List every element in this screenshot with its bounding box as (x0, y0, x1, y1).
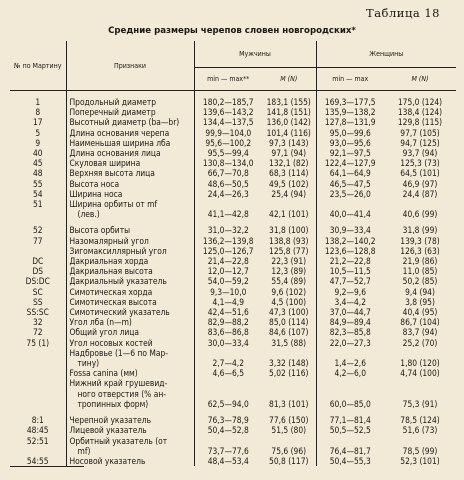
feature-line: Назомалярный угол (69, 235, 149, 246)
feature-name (66, 436, 194, 456)
male-mean: 51,5 (80) (271, 425, 307, 436)
female-mean: 25,2 (70) (402, 337, 438, 348)
male-range: 66,7—70,8 (194, 168, 262, 178)
feature-line: тропинных форм) (77, 398, 149, 409)
female-range: 22,0—27,3 (316, 338, 384, 348)
male-range: 48,4—53,4 (194, 456, 262, 466)
female-mean: 83,7 (94) (402, 327, 438, 338)
female-range: 92,1—97,5 (316, 148, 384, 158)
feature-name (66, 456, 194, 466)
feature-line: Поперечный диаметр (69, 107, 156, 118)
feature-line: Носовой указатель (69, 455, 146, 466)
feature-name (66, 297, 194, 307)
skull-measurements-table (10, 41, 456, 466)
martin-number: SC (32, 286, 43, 297)
feature-name (66, 327, 194, 337)
female-range: 135,9—138,2 (316, 107, 384, 117)
male-range: 21,4—22,8 (194, 256, 262, 266)
table-row (10, 425, 456, 435)
female-mean: 40,6 (99) (402, 209, 438, 220)
feature-name (66, 148, 194, 158)
male-range: 9,3—10,0 (194, 287, 262, 297)
table-row (10, 307, 456, 317)
male-mean: 132,1 (82) (269, 158, 309, 169)
feature-line: Черепной указатель (69, 415, 152, 426)
table-row (10, 266, 456, 276)
feature-line: Орбитный указатель (от (69, 435, 168, 446)
female-range: 95,0—99,6 (316, 128, 384, 138)
table-row (10, 327, 456, 337)
feature-line: Угол лба (n—m) (69, 317, 132, 328)
female-mean: 64,5 (101) (400, 168, 440, 179)
feature-line: Угол носовых костей (69, 337, 153, 348)
feature-line: Дакриальный указатель (69, 276, 167, 287)
female-range: 60,0—85,0 (316, 378, 384, 409)
male-mean: 77,6 (150) (269, 415, 309, 426)
female-range: 37,0—44,7 (316, 307, 384, 317)
table-row (10, 256, 456, 266)
martin-number (10, 378, 66, 409)
male-range: 95,5—99,4 (194, 148, 262, 158)
feature-line: Высота орбиты (69, 225, 131, 236)
feature-name (66, 128, 194, 138)
female-mean: 52,3 (101) (400, 455, 440, 466)
male-mean: 22,3 (91) (271, 256, 307, 267)
feature-line: Зигомаксиллярный угол (69, 245, 167, 256)
table-row (10, 138, 456, 148)
table-row (10, 97, 456, 107)
martin-number: 75 (1) (26, 337, 50, 348)
male-range: 125,0—126,7 (194, 246, 262, 256)
female-mean: 21,9 (86) (402, 256, 438, 267)
female-range: 123,6—128,8 (316, 246, 384, 256)
martin-number: 54:55 (26, 455, 49, 466)
female-mean: 97,7 (105) (400, 127, 440, 138)
male-mean: 141,8 (151) (266, 107, 311, 118)
header-female-mean: M (N) (384, 68, 456, 91)
female-mean: 11,0 (85) (402, 266, 438, 277)
female-mean: 93,7 (94) (402, 148, 438, 159)
header-feature: Признаки (66, 41, 194, 91)
male-range: 12,0—12,7 (194, 266, 262, 276)
male-range: 134,4—137,5 (194, 117, 262, 127)
martin-number: 40 (32, 148, 43, 159)
feature-name (66, 415, 194, 425)
feature-line: ного отверстия (% ан- (77, 388, 166, 399)
female-mean: 9,4 (94) (405, 286, 435, 297)
martin-number: 5 (35, 127, 41, 138)
martin-number: 9 (35, 137, 41, 148)
table-row (10, 179, 456, 189)
male-range: 2,7—4,2 (194, 348, 262, 368)
male-range: 76,3—78,9 (194, 415, 262, 425)
feature-name (66, 117, 194, 127)
male-mean: 125,8 (77) (269, 245, 309, 256)
martin-number (10, 348, 66, 368)
martin-number: 8 (35, 107, 41, 118)
female-range: 169,3—177,5 (316, 97, 384, 107)
feature-name (66, 368, 194, 378)
female-range: 50,4—55,3 (316, 456, 384, 466)
martin-number: 52:51 (26, 435, 49, 446)
table-row (10, 189, 456, 199)
table-row (10, 158, 456, 168)
table-row (10, 276, 456, 286)
female-range: 50,5—52,5 (316, 425, 384, 435)
table-row (10, 287, 456, 297)
martin-number: 48 (32, 168, 43, 179)
male-mean: 47,3 (100) (269, 307, 309, 318)
male-mean: 12,3 (89) (271, 266, 307, 277)
female-mean: 94,7 (125) (400, 137, 440, 148)
table-row (10, 317, 456, 327)
feature-line: Ширина носа (69, 188, 123, 199)
martin-number: 1 (35, 97, 41, 107)
table-row (10, 436, 456, 456)
table-row (10, 348, 456, 368)
martin-number: SS:SC (26, 307, 49, 318)
female-mean: 138,4 (124) (397, 107, 443, 118)
table-row (10, 117, 456, 127)
female-range: 82,3—85,8 (316, 327, 384, 337)
martin-number: 51 (32, 199, 43, 210)
male-range: 139,6—143,2 (194, 107, 262, 117)
martin-number: 77 (32, 235, 43, 246)
feature-name (66, 168, 194, 178)
male-mean: 81,3 (101) (269, 398, 309, 409)
header-female-range: min — max (316, 68, 384, 91)
female-mean: 175,0 (124) (397, 97, 443, 107)
table-row (10, 199, 456, 219)
male-mean: 136,0 (142) (266, 117, 311, 128)
table-number: Таблица 18 (366, 6, 440, 20)
male-mean: 97,1 (94) (271, 148, 307, 159)
female-range: 21,2—22,8 (316, 256, 384, 266)
male-mean: 4,5 (100) (271, 296, 307, 307)
feature-line: Высота носа (69, 178, 120, 189)
female-mean: 50,2 (85) (402, 276, 438, 287)
male-mean: 84,6 (107) (269, 327, 309, 338)
male-mean: 25,4 (94) (271, 188, 307, 199)
feature-name (66, 317, 194, 327)
male-mean: 31,5 (88) (271, 337, 307, 348)
male-range: 50,4—52,8 (194, 425, 262, 435)
female-mean: 78,5 (99) (402, 445, 438, 456)
feature-name (66, 276, 194, 286)
martin-number: DS:DC (25, 276, 50, 287)
feature-name (66, 225, 194, 235)
feature-line: Верхняя высота лица (69, 168, 155, 179)
feature-name (66, 236, 194, 246)
male-mean: 85,0 (114) (269, 317, 309, 328)
female-range: 122,4—127,9 (316, 158, 384, 168)
male-mean: 49,5 (102) (269, 178, 309, 189)
martin-number: DC (32, 256, 44, 267)
feature-line: тину) (77, 358, 100, 369)
female-range: 1,4—2,6 (316, 348, 384, 368)
table-row (10, 378, 456, 409)
male-range: 4,1—4,9 (194, 297, 262, 307)
header-male: Мужчины (194, 41, 316, 68)
feature-name (66, 348, 194, 368)
martin-number: 52 (32, 225, 43, 236)
header-martin-number: № по Мартину (10, 41, 66, 91)
male-mean: 97,3 (143) (269, 137, 309, 148)
male-range: 54,0—59,2 (194, 276, 262, 286)
female-range: 46,5—47,5 (316, 179, 384, 189)
feature-line: Дакриальная высота (69, 266, 153, 277)
male-range: 82,9—88,2 (194, 317, 262, 327)
female-range: 9,2—9,6 (316, 287, 384, 297)
female-mean: 126,3 (63) (400, 245, 440, 256)
feature-name (66, 256, 194, 266)
feature-name (66, 307, 194, 317)
table-row (10, 148, 456, 158)
female-mean: 46,9 (97) (402, 178, 438, 189)
header-female: Женщины (316, 41, 456, 68)
female-mean: 78,5 (124) (400, 415, 440, 426)
feature-line: Fossa canina (мм) (69, 368, 138, 379)
female-range: 84,9—89,4 (316, 317, 384, 327)
feature-line: Симотический указатель (69, 307, 170, 318)
male-range: 24,4—26,3 (194, 189, 262, 199)
female-range: 40,0—41,4 (316, 199, 384, 219)
feature-line: Симотическая хорда (69, 286, 153, 297)
martin-number: SS (32, 296, 43, 307)
martin-number: 17 (32, 117, 43, 128)
male-mean: 3,32 (148) (269, 358, 309, 369)
table-title: Средние размеры черепов словен новгородских* (108, 26, 356, 36)
feature-name (66, 378, 194, 409)
male-range: 99,9—104,0 (194, 128, 262, 138)
male-range: 180,2—185,7 (194, 97, 262, 107)
table-row (10, 415, 456, 425)
female-range: 10,5—11,5 (316, 266, 384, 276)
table-row (10, 225, 456, 235)
female-mean: 4,74 (100) (400, 368, 440, 379)
male-mean: 5,02 (116) (269, 368, 309, 379)
female-mean: 24,4 (87) (402, 188, 438, 199)
male-range: 136,2—139,8 (194, 236, 262, 246)
martin-number: 54 (32, 188, 43, 199)
female-range: 138,2—140,2 (316, 236, 384, 246)
male-mean: 42,1 (101) (269, 209, 309, 220)
feature-name (66, 97, 194, 107)
feature-line: Общий угол лица (69, 327, 140, 338)
male-range: 95,6—100,2 (194, 138, 262, 148)
male-mean: 55,4 (89) (271, 276, 307, 287)
male-mean: 75,6 (96) (271, 445, 307, 456)
feature-line: Наименьшая ширина лба (69, 137, 171, 148)
feature-name (66, 138, 194, 148)
table-row (10, 456, 456, 466)
female-range: 23,5—26,0 (316, 189, 384, 199)
female-range: 127,8—131,9 (316, 117, 384, 127)
feature-line: Длина основания черепа (69, 127, 170, 138)
male-range: 83,6—86,8 (194, 327, 262, 337)
feature-line: Продольный диаметр (69, 97, 157, 107)
feature-name (66, 266, 194, 276)
male-mean: 138,8 (93) (269, 235, 309, 246)
table-row (10, 297, 456, 307)
female-mean: 125,3 (73) (400, 158, 440, 169)
female-mean: 40,4 (95) (402, 307, 438, 318)
feature-name (66, 246, 194, 256)
male-mean: 68,3 (114) (269, 168, 309, 179)
female-range: 77,1—81,4 (316, 415, 384, 425)
male-mean: 101,4 (116) (266, 127, 311, 138)
martin-number: 72 (32, 327, 43, 338)
table-row (10, 246, 456, 256)
header-male-mean: M (N) (262, 68, 316, 91)
footnote-rule (10, 466, 84, 467)
female-mean: 139,3 (78) (400, 235, 440, 246)
feature-name (66, 425, 194, 435)
female-mean: 86,7 (104) (400, 317, 440, 328)
female-range: 4,2—6,0 (316, 368, 384, 378)
male-range: 130,8—134,0 (194, 158, 262, 168)
martin-number: 48:45 (26, 425, 49, 436)
table-row (10, 128, 456, 138)
table-row (10, 236, 456, 246)
female-mean: 75,3 (91) (402, 398, 438, 409)
feature-line: Высотный диаметр (ba—br) (69, 117, 180, 128)
martin-number: 55 (32, 178, 43, 189)
table-row (10, 368, 456, 378)
male-mean: 31,8 (100) (269, 225, 309, 236)
feature-name (66, 107, 194, 117)
female-range: 93,0—95,6 (316, 138, 384, 148)
male-range: 48,6—50,5 (194, 179, 262, 189)
martin-number: 8:1 (31, 415, 44, 426)
female-mean: 51,6 (73) (402, 425, 438, 436)
feature-line: (лев.) (77, 209, 100, 220)
feature-line: Нижний край грушевид- (69, 378, 168, 389)
feature-name (66, 158, 194, 168)
female-mean: 31,8 (99) (402, 225, 438, 236)
feature-name (66, 199, 194, 219)
female-mean: 129,8 (115) (397, 117, 443, 128)
martin-number: DS (32, 266, 44, 277)
male-range: 41,1—42,8 (194, 199, 262, 219)
feature-line: Лицевой указатель (69, 425, 147, 436)
male-range: 31,0—32,2 (194, 225, 262, 235)
feature-line: Дакриальная хорда (69, 256, 149, 267)
male-range: 30,0—33,4 (194, 338, 262, 348)
martin-number: 32 (32, 317, 43, 328)
feature-name (66, 287, 194, 297)
female-range: 64,1—64,9 (316, 168, 384, 178)
female-range: 30,9—33,4 (316, 225, 384, 235)
male-range: 42,4—51,6 (194, 307, 262, 317)
table-row (10, 338, 456, 348)
female-mean: 3,8 (95) (405, 296, 435, 307)
table-body (10, 91, 456, 467)
martin-number (10, 246, 66, 256)
feature-line: Надбровье (1—6 по Мар- (69, 347, 168, 358)
feature-line: Ширина орбиты от mf (69, 199, 158, 210)
male-mean: 9,6 (102) (271, 286, 307, 297)
martin-number: 45 (32, 158, 43, 169)
male-mean: 50,8 (117) (269, 455, 309, 466)
female-range: 3,4—4,2 (316, 297, 384, 307)
male-range: 73,7—77,6 (194, 436, 262, 456)
male-mean: 183,1 (155) (266, 97, 311, 107)
male-range: 4,6—6,5 (194, 368, 262, 378)
feature-name (66, 179, 194, 189)
table-row (10, 168, 456, 178)
female-range: 76,4—81,7 (316, 436, 384, 456)
header-male-range: min — max** (194, 68, 262, 91)
female-mean: 1,80 (120) (400, 358, 440, 369)
martin-number (10, 368, 66, 378)
table-row (10, 107, 456, 117)
male-range: 62,5—94,0 (194, 378, 262, 409)
feature-line: Скуловая ширина (69, 158, 141, 169)
feature-name (66, 338, 194, 348)
feature-line: Симотическая высота (69, 296, 157, 307)
feature-name (66, 189, 194, 199)
feature-line: mf) (77, 445, 91, 456)
feature-line: Длина основания лица (69, 148, 161, 159)
female-range: 47,7—52,7 (316, 276, 384, 286)
